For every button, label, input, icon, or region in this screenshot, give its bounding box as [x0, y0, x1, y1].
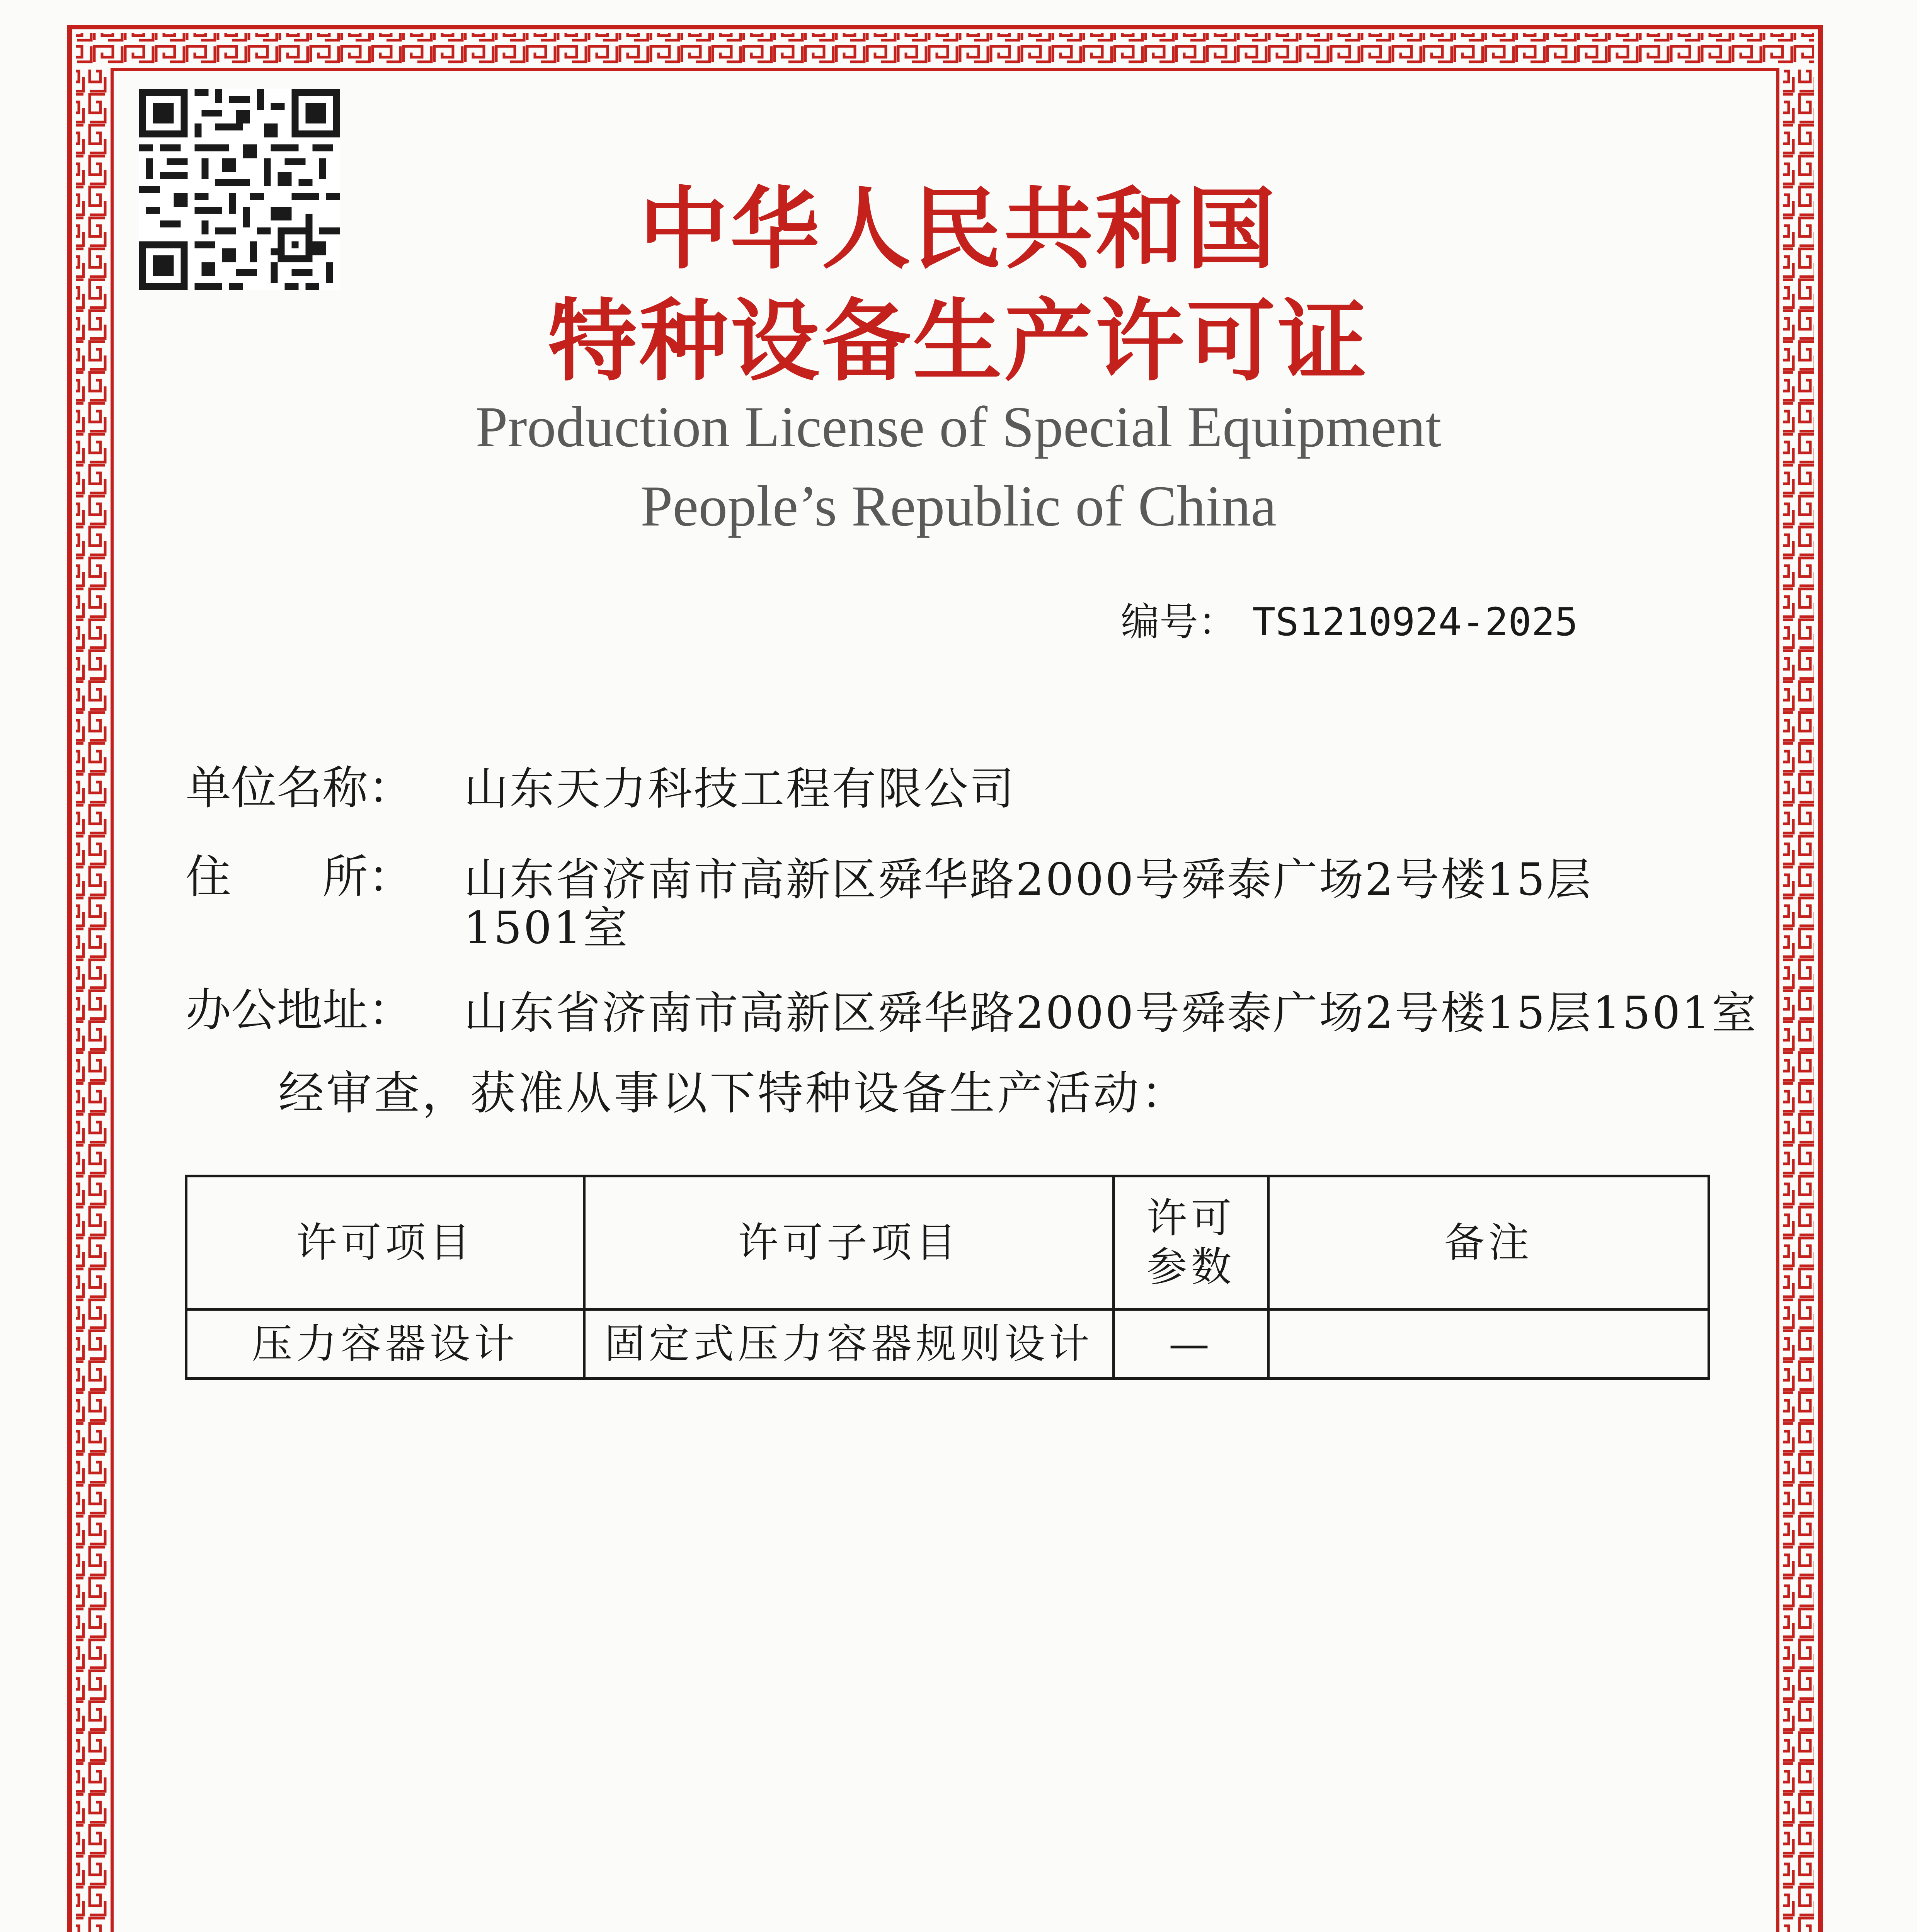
certificate-number-value: TS1210924-2025 [1252, 599, 1578, 645]
office-address-label: 办公地址： [186, 983, 414, 1037]
table-row [186, 1310, 1709, 1379]
unit-name-label: 单位名称： [186, 761, 414, 815]
title-chinese-line2: 特种设备生产许可证 [548, 290, 1369, 393]
permit-table-header-row [186, 1176, 1709, 1310]
header-permit-parameter: 许可参数 [1114, 1176, 1268, 1310]
certificate-number [1121, 599, 1578, 645]
header-permit-item: 许可项目 [186, 1176, 584, 1310]
cell-permit-subitem: 固定式压力容器规则设计 [584, 1310, 1114, 1379]
approval-statement: 经审查，获准从事以下特种设备生产活动： [278, 1066, 1189, 1120]
residence-value-line2: 1501室 [464, 902, 629, 954]
header-permit-subitem: 许可子项目 [584, 1176, 1114, 1310]
cell-permit-item: 压力容器设计 [186, 1310, 584, 1379]
title-english-line1: Production License of Special Equipment [475, 395, 1442, 459]
cell-remarks [1268, 1310, 1709, 1379]
office-address-value: 山东省济南市高新区舜华路2000号舜泰广场2号楼15层1501室 [464, 987, 1758, 1039]
residence-value-line1: 山东省济南市高新区舜华路2000号舜泰广场2号楼15层 [464, 854, 1593, 906]
unit-name-value: 山东天力科技工程有限公司 [464, 763, 1016, 815]
header-remarks: 备注 [1268, 1176, 1709, 1310]
permit-table [185, 1175, 1710, 1380]
certificate-number-label: 编号： [1121, 599, 1237, 645]
title-english-line2: People’s Republic of China [640, 474, 1277, 538]
cell-permit-parameter: — [1114, 1310, 1268, 1379]
residence-label: 住 所： [186, 850, 414, 903]
title-chinese-line1: 中华人民共和国 [639, 178, 1278, 281]
